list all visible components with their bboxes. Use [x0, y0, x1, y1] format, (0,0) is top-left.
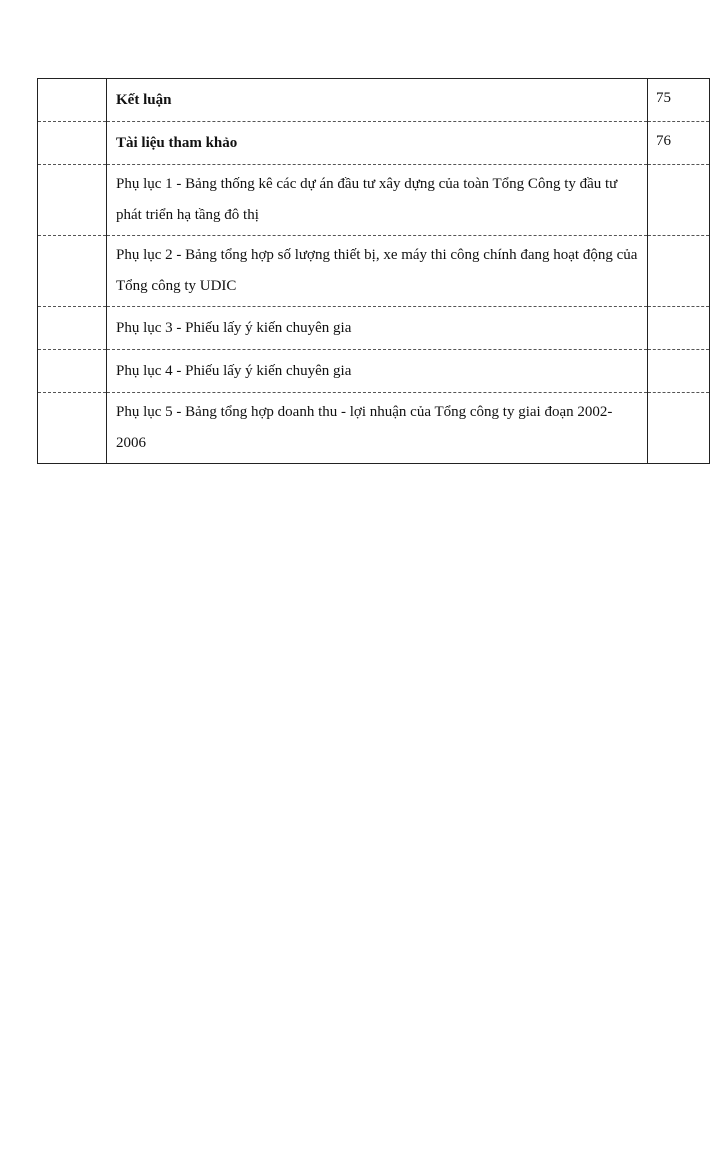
toc-entry-page [648, 236, 710, 307]
table-row [38, 165, 710, 236]
row-number-cell [38, 122, 107, 165]
table-of-contents [37, 78, 710, 464]
table-row [38, 393, 710, 464]
toc-entry-title: Phụ lục 3 - Phiếu lấy ý kiến chuyên gia [107, 307, 648, 350]
row-number-cell [38, 393, 107, 464]
toc-entry-page [648, 393, 710, 464]
toc-entry-title: Phụ lục 5 - Bảng tổng hợp doanh thu - lợi nhuận của Tổng công ty giai đoạn 2002- 2006 [107, 393, 648, 464]
table-row [38, 79, 710, 122]
toc-entry-page [648, 165, 710, 236]
row-number-cell [38, 79, 107, 122]
table-row [38, 307, 710, 350]
toc-entry-page: 75 [648, 79, 710, 122]
toc-entry-title: Phụ lục 1 - Bảng thống kê các dự án đầu tư xây dựng của toàn Tổng Công ty đầu tư phát triển hạ tầng đô thị [107, 165, 648, 236]
toc-entry-page: 76 [648, 122, 710, 165]
row-number-cell [38, 350, 107, 393]
toc-entry-page [648, 350, 710, 393]
toc-entry-page [648, 307, 710, 350]
table-row [38, 236, 710, 307]
row-number-cell [38, 307, 107, 350]
toc-entry-title: Phụ lục 4 - Phiếu lấy ý kiến chuyên gia [107, 350, 648, 393]
toc-entry-title: Phụ lục 2 - Bảng tổng hợp số lượng thiết bị, xe máy thi công chính đang hoạt động của Tổng công ty UDIC [107, 236, 648, 307]
row-number-cell [38, 236, 107, 307]
toc-entry-title: Tài liệu tham khảo [107, 122, 648, 165]
table-row [38, 122, 710, 165]
table-row [38, 350, 710, 393]
row-number-cell [38, 165, 107, 236]
toc-entry-title: Kết luận [107, 79, 648, 122]
